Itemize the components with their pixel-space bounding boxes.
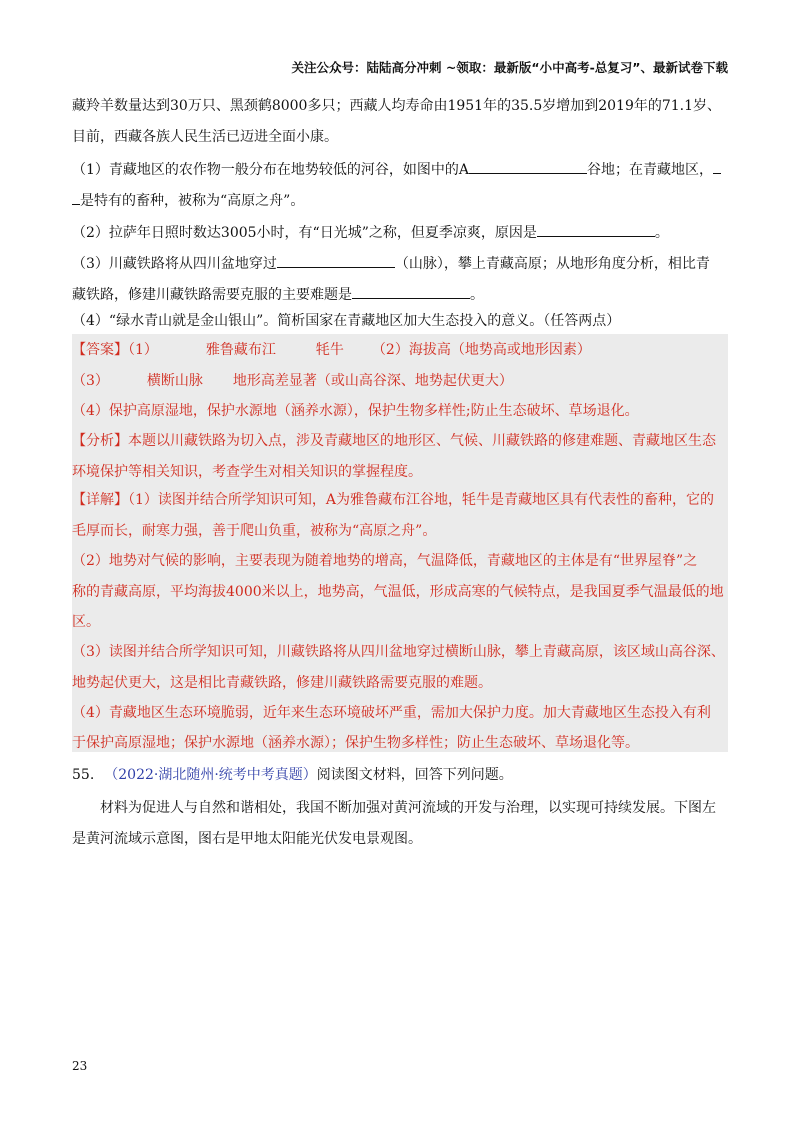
question-4: （4）“绿水青山就是金山银山”。简析国家在青藏地区加大生态投入的意义。（任答两点）	[72, 313, 621, 329]
answer-2-value: （2）海拔高（地势高或地形因素）	[371, 342, 591, 358]
question-55-header	[72, 765, 513, 785]
detail-line-8: （4）青藏地区生态环境脆弱，近年来生态环境破坏严重，需加大保护力度。加大青藏地区生态投入有利	[72, 705, 711, 721]
q2-blank	[537, 222, 655, 237]
detail-line-7: 地势起伏更大，这是相比青藏铁路，修建川藏铁路需要克服的难题。	[72, 675, 492, 691]
analysis-line-1: 【分析】本题以川藏铁路为切入点，涉及青藏地区的地形区、气候、川藏铁路的修建难题、青藏地区生态	[72, 433, 716, 449]
intro-line-1: 藏羚羊数量达到30万只、黑颈鹤8000多只；西藏人均寿命由1951年的35.5岁增加到2019年的71.1岁、	[72, 98, 722, 114]
q3-blank-1	[277, 253, 395, 268]
q3-blank-2	[352, 284, 470, 299]
q1-text-b: 谷地；在青藏地区，	[587, 162, 714, 178]
answer-1-value: 雅鲁藏布江	[205, 342, 276, 358]
q3-text-a: （3）川藏铁路将从四川盆地穿过	[72, 256, 277, 272]
detail-line-9: 于保护高原湿地；保护水源地（涵养水源）；保护生物多样性；防止生态破坏、草场退化等。	[72, 735, 639, 751]
answer-3b-value: 地形高差显著（或山高谷深、地势起伏更大）	[232, 373, 513, 389]
q1-blank-2-cont	[72, 190, 80, 205]
detail-line-5: 区。	[72, 614, 100, 630]
detail-line-6: （3）读图并结合所学知识可知，川藏铁路将从四川盆地穿过横断山脉，攀上青藏高原，该区域山高谷深、	[72, 644, 725, 660]
intro-line-2: 目前，西藏各族人民生活已迈进全面小康。	[72, 129, 338, 145]
answer-label: 【答案】（1）	[72, 342, 158, 358]
detail-line-3: （2）地势对气候的影响，主要表现为随着地势的增高，气温降低，青藏地区的主体是有“世界屋脊”之	[72, 553, 698, 569]
question-3-cont	[72, 284, 484, 305]
page-header: 关注公众号：陆陆高分冲刺 ~领取：最新版“小中高考-总复习”、最新试卷下载	[291, 60, 728, 75]
q1-text-c: 是特有的畜种，被称为“高原之舟”。	[80, 193, 305, 209]
detail-line-2: 毛厚而长，耐寒力强，善于爬山负重，被称为“高原之舟”。	[72, 523, 437, 539]
q2-text-b: 。	[654, 225, 669, 241]
answer-3-value: 横断山脉	[146, 373, 203, 389]
q2-text-a: （2）拉萨年日照时数达3005小时，有“日光城”之称，但夏季凉爽，原因是	[72, 225, 537, 241]
question-3	[72, 253, 710, 274]
analysis-line-2: 环境保护等相关知识，考查学生对相关知识的掌握程度。	[72, 464, 422, 480]
question-number: 55.	[72, 767, 95, 783]
material-line-1: 材料为促进人与自然和谐相处，我国不断加强对黄河流域的开发与治理，以实现可持续发展。下图左	[100, 800, 716, 816]
answer-line-3: （4）保护高原湿地，保护水源地（涵养水源），保护生物多样性;防止生态破坏、草场退化。	[72, 403, 639, 419]
q1-blank-1	[469, 159, 587, 174]
question-source: （2022·湖北随州·统考中考真题）	[104, 767, 317, 783]
answer-line-1	[72, 340, 591, 360]
answer-3-label: （3）	[72, 373, 109, 389]
question-prompt: 阅读图文材料，回答下列问题。	[316, 767, 513, 783]
question-1-cont	[72, 190, 304, 211]
answer-line-2	[72, 371, 513, 391]
question-2	[72, 222, 669, 243]
q1-blank-2	[713, 159, 721, 174]
q3-text-c: 藏铁路，修建川藏铁路需要克服的主要难题是	[72, 287, 352, 303]
answer-1b-value: 牦牛	[315, 342, 344, 358]
q1-text-a: （1）青藏地区的农作物一般分布在地势较低的河谷，如图中的A	[72, 162, 470, 178]
material-line-2: 是黄河流域示意图，图右是甲地太阳能光伏发电景观图。	[72, 831, 422, 847]
question-1	[72, 159, 721, 180]
q3-text-d: 。	[470, 287, 484, 303]
detail-line-4: 称的青藏高原，平均海拔4000米以上，地势高，气温低，形成高寒的气候特点，是我国夏季气温最低的地	[72, 584, 724, 600]
detail-line-1: 【详解】（1）读图并结合所学知识可知，A为雅鲁藏布江谷地，牦牛是青藏地区具有代表性的畜种，它的	[72, 492, 715, 508]
page-number: 23	[72, 1059, 88, 1073]
q3-text-b: （山脉），攀上青藏高原；从地形角度分析，相比青	[394, 256, 710, 272]
